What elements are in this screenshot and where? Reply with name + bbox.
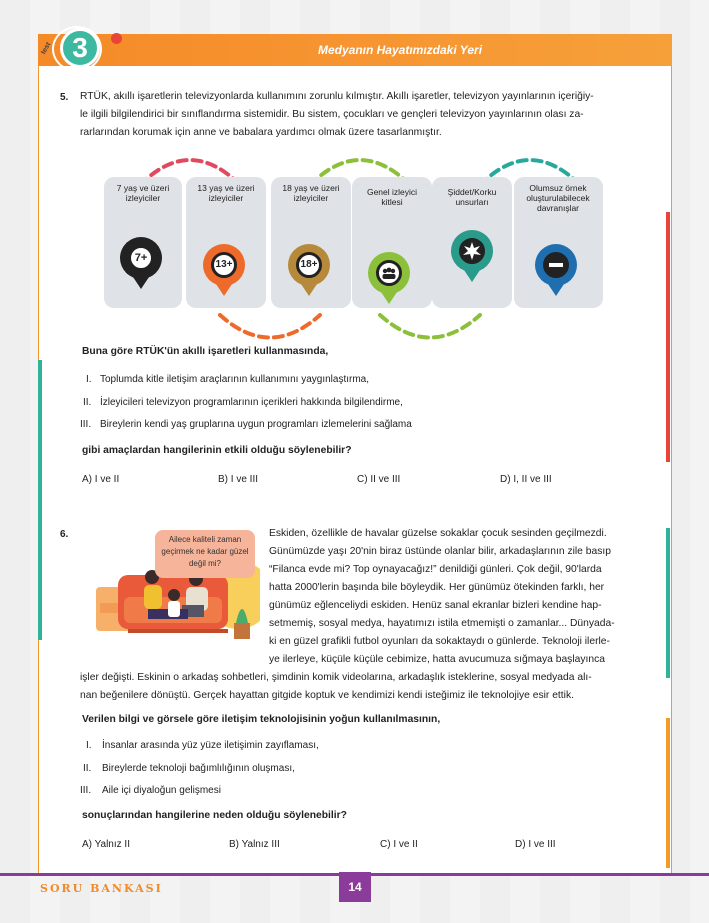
card-label-violence: Şiddet/Korku unsurları <box>447 187 497 207</box>
page-number: 14 <box>339 872 371 902</box>
negative-behavior-inner <box>543 252 569 278</box>
header-title: Medyanın Hayatımızdaki Yeri <box>317 43 483 57</box>
rating-13plus-text: 13+ <box>211 252 237 278</box>
card-label-18plus: 18 yaş ve üzeri izleyiciler <box>282 183 340 203</box>
q6-line-10: nan beğenilere dönüştü. Gerçek hayattan gitgide koptuk ve kendimizi kendi isteğimiz ile teknolojiye esir ettik. <box>80 690 574 701</box>
q5-option-b[interactable]: B) I ve III <box>218 474 259 485</box>
badge-tip-negative <box>548 284 564 296</box>
badge-tip-18plus <box>301 284 317 296</box>
q6-item-3-num: III. <box>80 785 92 796</box>
q6-stem: Verilen bilgi ve görsele göre iletişim teknolojisinin yoğun kullanılmasının, <box>82 714 441 725</box>
q5-stem: Buna göre RTÜK'ün akıllı işaretleri kullanmasında, <box>82 346 329 357</box>
side-bar-orange-right <box>666 718 670 868</box>
q6-item-3: Aile içi diyaloğun gelişmesi <box>102 785 221 796</box>
q6-line-8: ye ilerleye, küçüle küçüle cebimize, hatta avucumuza sığmaya başlayınca <box>269 654 605 665</box>
q5-line-1: RTÜK, akıllı işaretlerin televizyonlarda kullanımını zorunlu kılmıştır. Akıllı işaretler, televizyon yayınlarının içeriğiy- <box>80 91 594 102</box>
side-bar-teal-right <box>666 528 670 678</box>
general-audience-icon <box>368 252 410 294</box>
q6-line-4: hatta 2000'lerin başında bile böyleydik. Her günümüz ötekinden farklı, her <box>269 582 605 593</box>
q5-item-2-num: II. <box>83 397 92 408</box>
q6-option-c[interactable]: C) I ve II <box>380 839 418 850</box>
badge-tip-violence <box>464 270 480 282</box>
q5-item-1-num: I. <box>86 374 92 385</box>
q5-line-3: rarlarından korumak için anne ve babalara yardımcı olmak üzere tasarlanmıştır. <box>80 127 442 138</box>
negative-behavior-icon <box>535 244 577 286</box>
q6-item-1-num: I. <box>86 740 92 751</box>
q6-option-a[interactable]: A) Yalnız II <box>82 839 130 850</box>
q6-line-3: “Filanca evde mi? Top oynayacağız!” denildiği günleri. Çok değil, 90'larda <box>269 564 602 575</box>
rating-13plus-icon <box>203 244 245 286</box>
side-bar-red <box>666 212 670 462</box>
speech-bubble: Ailece kaliteli zaman geçirmek ne kadar güzel değil mi? <box>155 530 255 578</box>
q6-item-2: Bireylerde teknoloji bağımlılığının oluşması, <box>102 763 295 774</box>
violence-horror-icon <box>451 230 493 272</box>
badge-tip-13plus <box>216 284 232 296</box>
q5-option-c[interactable]: C) II ve III <box>357 474 401 485</box>
q5-question: gibi amaçlardan hangilerinin etkili olduğu söylenebilir? <box>82 445 352 456</box>
q5-option-a[interactable]: A) I ve II <box>82 474 120 485</box>
card-label-13plus: 13 yaş ve üzeri izleyiciler <box>197 183 255 203</box>
q5-item-2: İzleyicileri televizyon programlarının içerikleri hakkında bilgilendirme, <box>100 397 403 408</box>
rating-7plus-text: 7+ <box>128 245 154 271</box>
rating-7plus-icon <box>120 237 162 279</box>
q6-line-2: Günümüzde yaşı 20'nin biraz üstünde olanlar bilir, arkadaşlarının zile basıp <box>269 546 611 557</box>
q6-line-1: Eskiden, özellikle de havalar güzelse sokaklar çocuk sesinden geçilmezdi. <box>269 528 607 539</box>
logo-red-dot <box>111 33 122 44</box>
question-5-number: 5. <box>60 92 69 103</box>
q6-item-2-num: II. <box>83 763 92 774</box>
q6-item-1: İnsanlar arasında yüz yüze iletişimin zayıflaması, <box>102 740 319 751</box>
q5-item-1: Toplumda kitle iletişim araçlarının kullanımını yaygınlaştırma, <box>100 374 369 385</box>
badge-tip-general <box>381 292 397 304</box>
q6-line-5: günümüz eğlenceliydi eskiden. Henüz sanal ekranlar bizleri kendine hap- <box>269 600 602 611</box>
test-label: test <box>40 41 53 56</box>
badge-tip-7plus <box>133 277 149 289</box>
question-6-number: 6. <box>60 529 69 540</box>
card-label-general: Genel izleyici kitlesi <box>366 187 418 207</box>
side-bar-teal-left <box>38 360 42 640</box>
card-label-negative: Olumsuz örnek oluşturulabilecek davranışlar <box>526 183 590 213</box>
q5-option-d[interactable]: D) I, II ve III <box>500 474 552 485</box>
q5-item-3: Bireylerin kendi yaş gruplarına uygun programları izlemelerini sağlama <box>100 419 412 430</box>
rating-18plus-icon <box>288 244 330 286</box>
q5-item-3-num: III. <box>80 419 92 430</box>
rating-18plus-text: 18+ <box>296 252 322 278</box>
test-number-badge: 3 <box>60 28 100 68</box>
q5-line-2: le ilgili bilgilendirici bir sınıflandırma sistemidir. Bu sistem, çocukları ve gençleri televizyon yayınlarının olası za- <box>80 109 584 120</box>
card-label-7plus: 7 yaş ve üzeri izleyiciler <box>116 183 170 203</box>
general-audience-inner <box>376 260 402 286</box>
q6-line-6: setmemiş, sosyal medya, hayatımızı istila etmemişti o zamanlar... Dünyada- <box>269 618 615 629</box>
q6-line-9: işler değişti. Eskinin o arkadaş sohbetleri, şimdinin komik videolarına, arkadaşlık isteklerine, sosyal medyada alı- <box>80 672 592 683</box>
violence-horror-inner <box>459 238 485 264</box>
q6-line-7: ki en güzel grafikli futbol oyunları da sokaktaydı o günlerde. Teknoloji ilerle- <box>269 636 610 647</box>
q6-option-b[interactable]: B) Yalnız III <box>229 839 280 850</box>
q6-option-d[interactable]: D) I ve III <box>515 839 556 850</box>
q6-question: sonuçlarından hangilerine neden olduğu söylenebilir? <box>82 810 347 821</box>
footer-brand: SORU BANKASI <box>40 882 163 895</box>
